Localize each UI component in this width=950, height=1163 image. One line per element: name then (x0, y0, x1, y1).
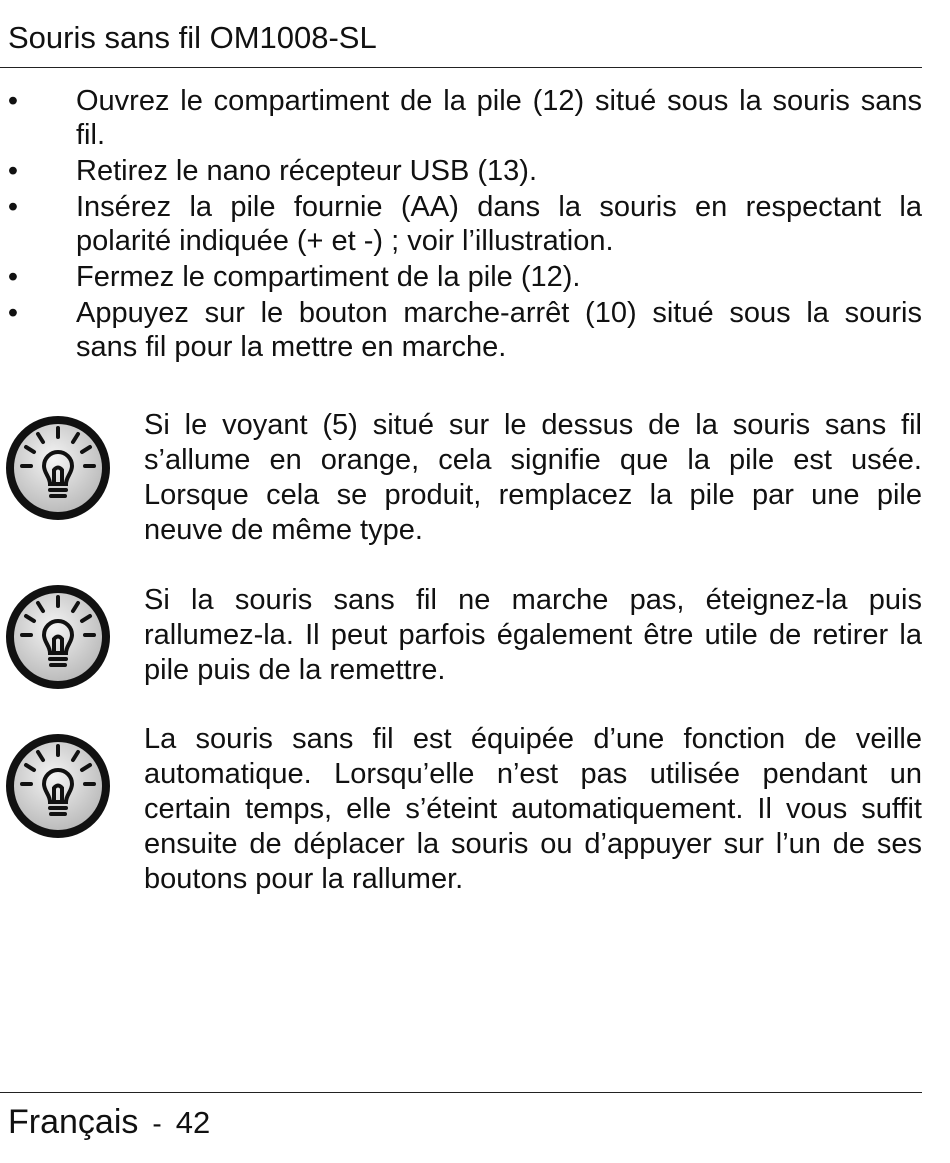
bullet-icon: • (7, 85, 19, 117)
list-item-text: Retirez le nano récepteur USB (13). (76, 155, 537, 187)
list-item-text: Appuyez sur le bouton marche-arrêt (10) situé sous la souris sans fil pour la mettre en marche. (76, 297, 922, 363)
footer-divider (0, 1092, 922, 1093)
list-item-text: Insérez la pile fournie (AA) dans la souris en respectant la polarité indiquée (+ et -) ; voir l’illustration. (76, 191, 922, 257)
footer-language: Français (8, 1103, 139, 1141)
list-item (0, 260, 922, 294)
list-item (0, 190, 922, 258)
lightbulb-icon (4, 583, 112, 691)
header-divider (0, 67, 922, 68)
bullet-icon: • (7, 155, 19, 187)
tip-text: La souris sans fil est équipée d’une fonction de veille automatique. Lorsqu’elle n’est pas utilisée pendant un certain temps, elle s’éteint automatiquement. Il vous suffit ensuite de déplacer la souris ou d’appuyer sur l’un de ses boutons pour la rallumer. (144, 723, 922, 895)
lightbulb-icon (4, 732, 112, 840)
lightbulb-icon (4, 414, 112, 522)
bullet-icon: • (7, 191, 19, 223)
tip-text: Si la souris sans fil ne marche pas, éteignez-la puis rallumez-la. Il peut parfois également être utile de retirer la pile puis de la remettre. (144, 584, 922, 686)
page-footer (8, 1100, 210, 1146)
list-item (0, 154, 922, 188)
list-item-text: Fermez le compartiment de la pile (12). (76, 261, 581, 293)
list-item-text: Ouvrez le compartiment de la pile (12) situé sous la souris sans fil. (76, 85, 922, 151)
page-header-title: Souris sans fil OM1008-SL (8, 20, 377, 55)
list-item (0, 84, 922, 152)
page-number: 42 (175, 1105, 211, 1140)
bullet-icon: • (7, 261, 19, 293)
instruction-list (0, 84, 922, 366)
tip-text: Si le voyant (5) situé sur le dessus de la souris sans fil s’allume en orange, cela signifie que la pile est usée. Lorsque cela se produit, remplacez la pile par une pile neuve de même type. (144, 409, 922, 546)
footer-separator: - (152, 1108, 162, 1139)
list-item (0, 296, 922, 364)
bullet-icon: • (7, 297, 19, 329)
